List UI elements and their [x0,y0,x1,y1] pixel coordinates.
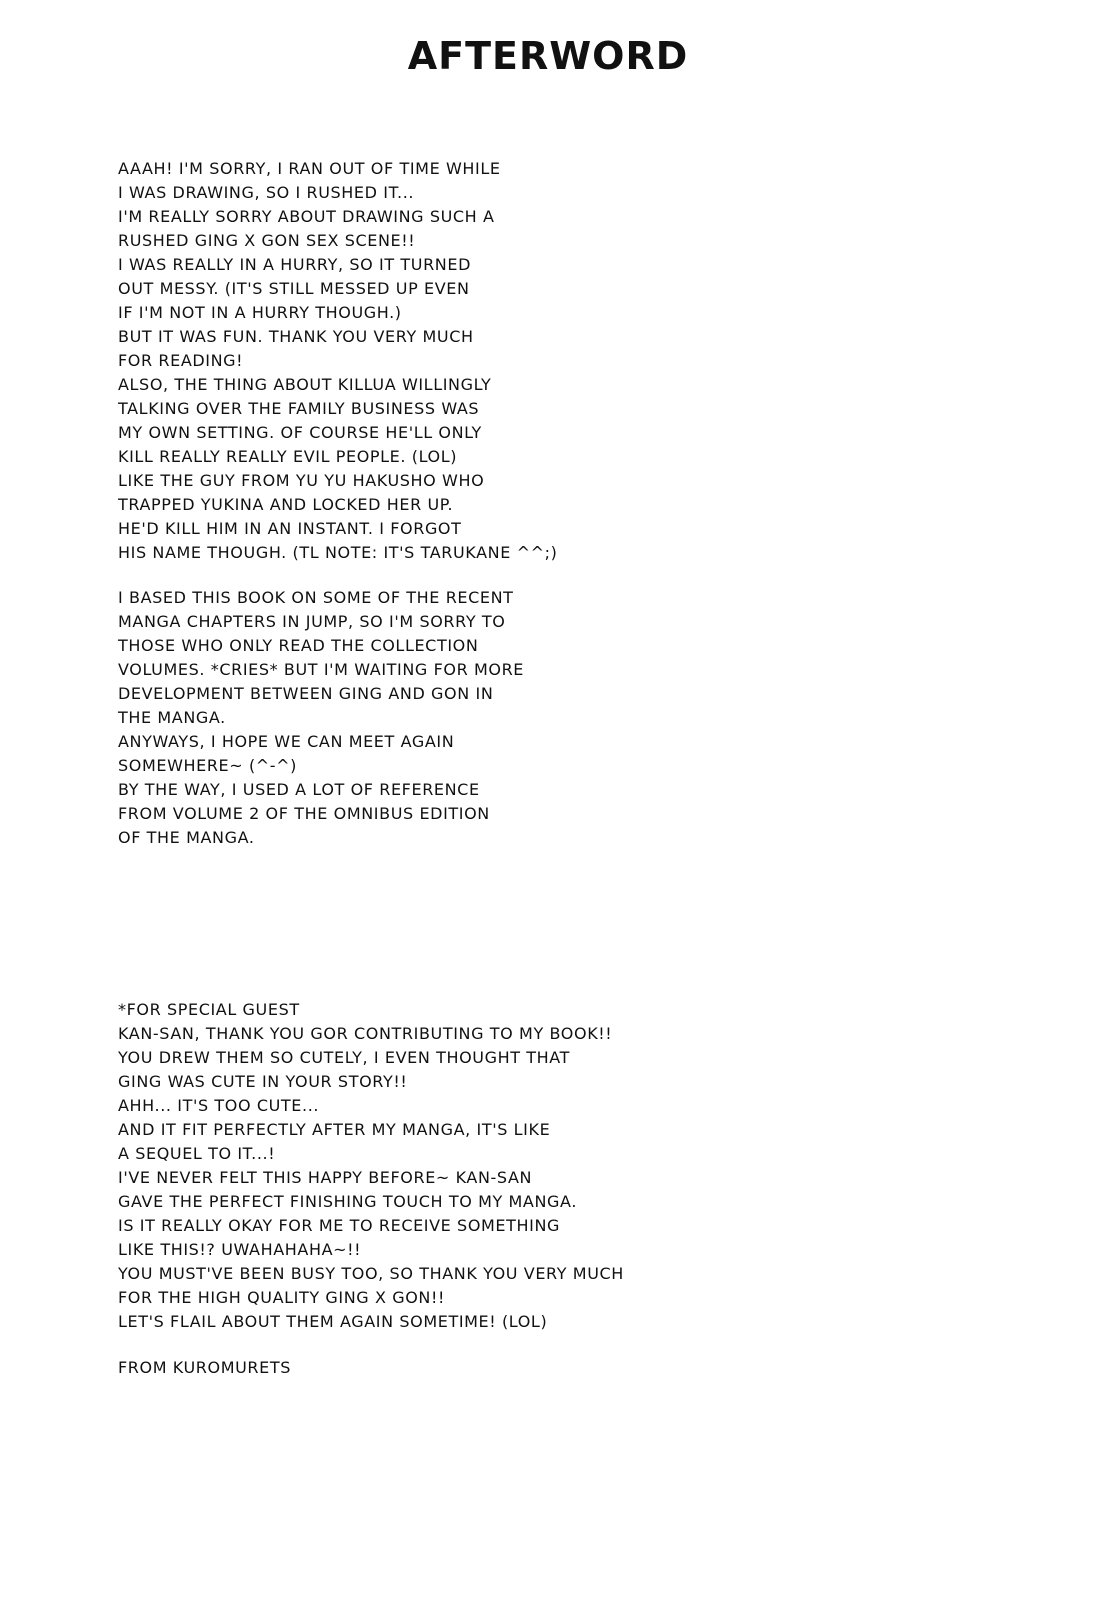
text-line: OUT MESSY. (IT'S STILL MESSED UP EVEN [118,279,470,298]
text-line: LET'S FLAIL ABOUT THEM AGAIN SOMETIME! (LOL) [118,1312,548,1331]
text-line: YOU DREW THEM SO CUTELY, I EVEN THOUGHT THAT [118,1048,570,1067]
text-line: THE MANGA. [118,708,226,727]
text-line: GAVE THE PERFECT FINISHING TOUCH TO MY MANGA. [118,1192,577,1211]
text-line: RUSHED GING X GON SEX SCENE!! [118,231,416,250]
text-line: I BASED THIS BOOK ON SOME OF THE RECENT [118,588,514,607]
guest-thanks-paragraph [118,998,624,1334]
afterword-paragraph-2 [118,586,524,850]
text-line: KAN-SAN, THANK YOU GOR CONTRIBUTING TO MY BOOK!! [118,1024,613,1043]
text-line: BUT IT WAS FUN. THANK YOU VERY MUCH [118,327,474,346]
page-title [0,34,1096,78]
text-line: I'VE NEVER FELT THIS HAPPY BEFORE~ KAN-SAN [118,1168,533,1187]
signature-line: FROM KUROMURETS [118,1358,291,1377]
afterword-paragraph-1 [118,157,557,565]
text-line: SOMEWHERE~ (^-^) [118,756,298,775]
text-line: ALSO, THE THING ABOUT KILLUA WILLINGLY [118,375,492,394]
text-line: I'M REALLY SORRY ABOUT DRAWING SUCH A [118,207,495,226]
text-line: DEVELOPMENT BETWEEN GING AND GON IN [118,684,494,703]
text-line: GING WAS CUTE IN YOUR STORY!! [118,1072,408,1091]
text-line: VOLUMES. *CRIES* BUT I'M WAITING FOR MORE [118,660,525,679]
text-line: HE'D KILL HIM IN AN INSTANT. I FORGOT [118,519,462,538]
text-line: THOSE WHO ONLY READ THE COLLECTION [118,636,479,655]
page-title-text: AFTERWORD [407,34,689,78]
text-line: ANYWAYS, I HOPE WE CAN MEET AGAIN [118,732,455,751]
text-line: AHH... IT'S TOO CUTE... [118,1096,320,1115]
text-line: IF I'M NOT IN A HURRY THOUGH.) [118,303,402,322]
text-line: FROM VOLUME 2 OF THE OMNIBUS EDITION [118,804,490,823]
text-line: HIS NAME THOUGH. (TL NOTE: IT'S TARUKANE ^^;) [118,543,558,562]
text-line: *FOR SPECIAL GUEST [118,1000,300,1019]
text-line: TRAPPED YUKINA AND LOCKED HER UP. [118,495,454,514]
text-line: YOU MUST'VE BEEN BUSY TOO, SO THANK YOU VERY MUCH [118,1264,624,1283]
text-line: MANGA CHAPTERS IN JUMP, SO I'M SORRY TO [118,612,506,631]
text-line: FOR READING! [118,351,244,370]
signature [118,1356,291,1380]
text-line: IS IT REALLY OKAY FOR ME TO RECEIVE SOMETHING [118,1216,561,1235]
text-line: LIKE THE GUY FROM YU YU HAKUSHO WHO [118,471,485,490]
text-line: A SEQUEL TO IT...! [118,1144,276,1163]
text-line: I WAS REALLY IN A HURRY, SO IT TURNED [118,255,471,274]
text-line: OF THE MANGA. [118,828,255,847]
text-line: AAAH! I'M SORRY, I RAN OUT OF TIME WHILE [118,159,501,178]
text-line: TALKING OVER THE FAMILY BUSINESS WAS [118,399,480,418]
text-line: MY OWN SETTING. OF COURSE HE'LL ONLY [118,423,482,442]
text-line: I WAS DRAWING, SO I RUSHED IT... [118,183,415,202]
text-line: LIKE THIS!? UWAHAHAHA~!! [118,1240,362,1259]
text-line: KILL REALLY REALLY EVIL PEOPLE. (LOL) [118,447,458,466]
text-line: FOR THE HIGH QUALITY GING X GON!! [118,1288,445,1307]
text-line: AND IT FIT PERFECTLY AFTER MY MANGA, IT'S LIKE [118,1120,551,1139]
text-line: BY THE WAY, I USED A LOT OF REFERENCE [118,780,480,799]
